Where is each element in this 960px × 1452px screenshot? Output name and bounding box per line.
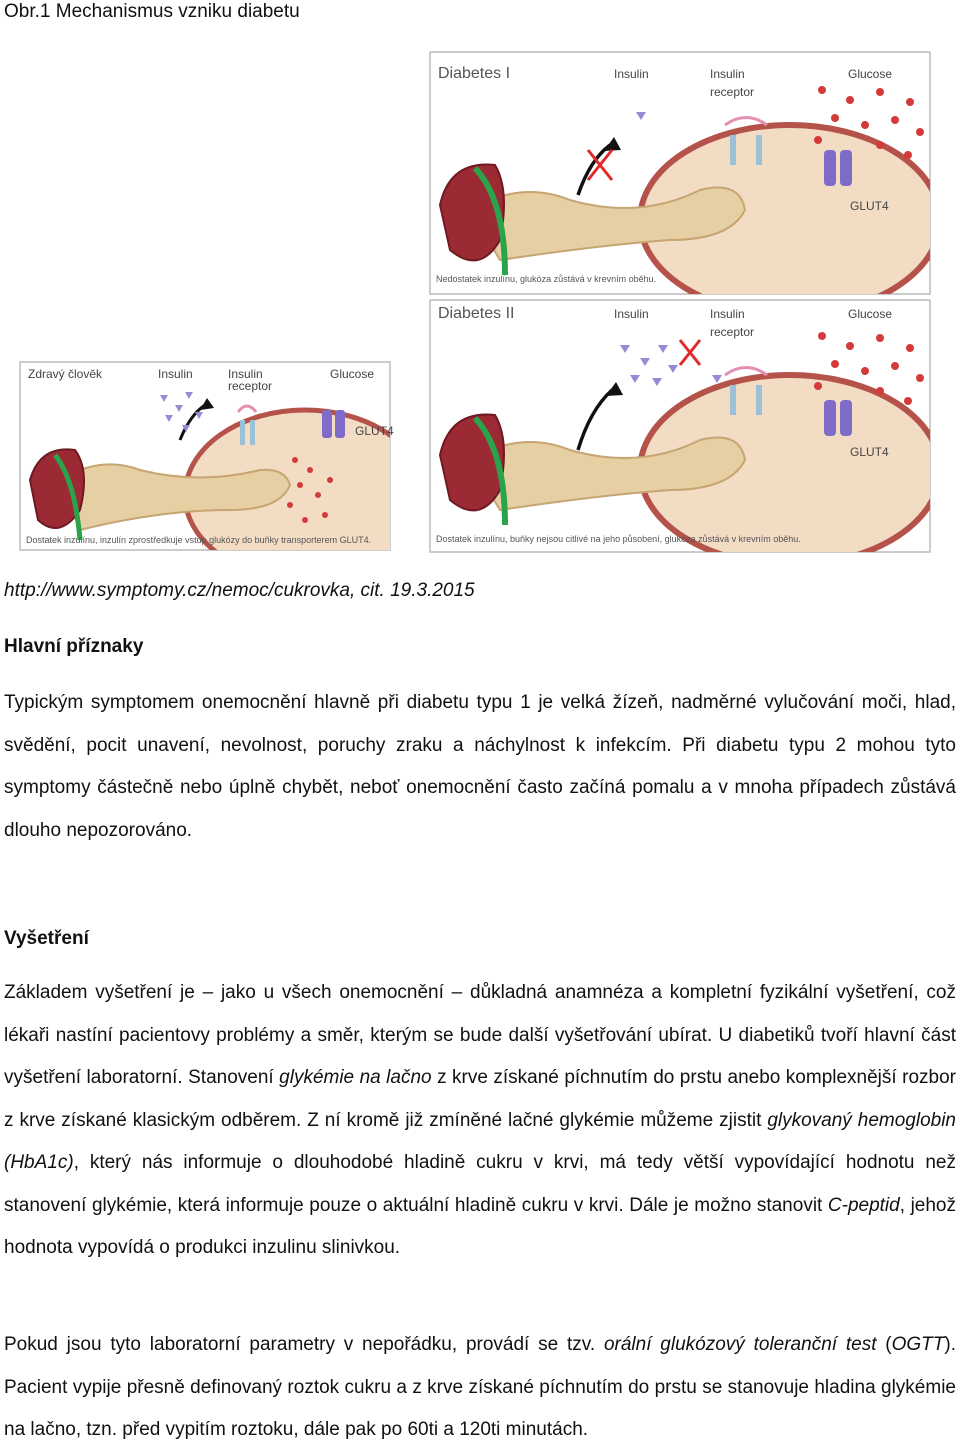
figure-caption: Obr.1 Mechanismus vzniku diabetu xyxy=(4,1,300,22)
type1-receptor-icon xyxy=(730,135,736,165)
diabetes-mechanism-figure xyxy=(0,40,960,560)
type2-receptor-icon xyxy=(730,385,736,415)
type2-receptor-label-1: Insulin xyxy=(710,307,745,321)
type1-glut4-icon xyxy=(824,150,836,186)
panel-healthy xyxy=(20,362,425,560)
type1-title: Diabetes I xyxy=(438,65,511,82)
type2-insulin-label: Insulin xyxy=(614,307,649,321)
symptoms-paragraph: Typickým symptomem onemocnění hlavně při diabetu typu 1 je velká žízeň, nadměrné vylučování moči, hlad, svědění, pocit unavení, nevolnost, poruchy zraku a náchylnost k infekcím. Při diabetu typu 2 mohou tyto symptomy částečně nebo úplně chybět, neboť onemocnění často začíná pomalu a v mnoha případech zůstává dlouho nepozorováno. xyxy=(4,692,956,841)
type2-title: Diabetes II xyxy=(438,305,515,322)
healthy-receptor-icon xyxy=(240,420,245,445)
panel-diabetes-1 xyxy=(430,52,940,315)
exam-heading: Vyšetření xyxy=(4,928,89,949)
healthy-receptor-label-1: Insulin xyxy=(228,367,263,381)
symptoms-heading: Hlavní příznaky xyxy=(4,636,144,657)
healthy-note: Dostatek inzulínu, inzulín zprostředkuje vstup glukózy do buňky transporterem GLUT4. xyxy=(26,535,372,545)
exam-paragraph-2: Pokud jsou tyto laboratorní parametry v nepořádku, provádí se tzv. orální glukózový toleranční test (OGTT). Pacient vypije přesně definovaný roztok cukru a z krve získané píchnutím do prstu se stanovuje hladina glykémie na lačno, tzn. před vypitím roztoku, dále pak po 60ti a 120ti minutách. xyxy=(4,1334,957,1440)
type1-receptor-label-2: receptor xyxy=(710,85,755,99)
type2-glut4-label: GLUT4 xyxy=(850,445,889,459)
type1-glut4-label: GLUT4 xyxy=(850,199,889,213)
healthy-insulin-label: Insulin xyxy=(158,367,193,381)
healthy-glut4-icon xyxy=(322,410,332,438)
source-citation: http://www.symptomy.cz/nemoc/cukrovka, cit. 19.3.2015 xyxy=(4,580,475,601)
healthy-title: Zdravý člověk xyxy=(28,367,103,381)
type1-glucose-label: Glucose xyxy=(848,67,893,81)
type2-glucose-label: Glucose xyxy=(848,307,893,321)
type2-note: Dostatek inzulínu, buňky nejsou citlivé na jeho působení, glukóza zůstává v krevním oběhu. xyxy=(436,534,801,544)
type1-note: Nedostatek inzulínu, glukóza zůstává v krevním oběhu. xyxy=(436,274,657,284)
type2-receptor-label-2: receptor xyxy=(710,325,755,339)
type1-insulin-label: Insulin xyxy=(614,67,649,81)
type2-glut4-icon xyxy=(824,400,836,436)
healthy-receptor-label-2: receptor xyxy=(228,379,273,393)
panel-diabetes-2 xyxy=(430,300,940,560)
healthy-glut4-label: GLUT4 xyxy=(355,424,394,438)
healthy-glucose-label: Glucose xyxy=(330,367,375,381)
exam-paragraph-1: Základem vyšetření je – jako u všech onemocnění – důkladná anamnéza a kompletní fyzikální vyšetření, což lékaři nastíní pacientovy problémy a směr, kterým se bude další vyšetřování ubírat. U diabetiků tvoří hlavní část vyšetření laboratorní. Stanovení glykémie na lačno z krve získané píchnutím do prstu anebo komplexnější rozbor z krve získané klasickým odběrem. Z ní kromě již zmíněné lačné glykémie můžeme zjistit glykovaný hemoglobin (HbA1c), který nás informuje o dlouhodobé hladině cukru v krvi, má tedy větší vypovídající hodnotu než stanovení glykémie, která informuje pouze o aktuální hladině cukru v krvi. Dále je možno stanovit C-peptid, jehož hodnota vypovídá o produkci inzulinu slinivkou. xyxy=(4,982,956,1258)
type1-receptor-label-1: Insulin xyxy=(710,67,745,81)
